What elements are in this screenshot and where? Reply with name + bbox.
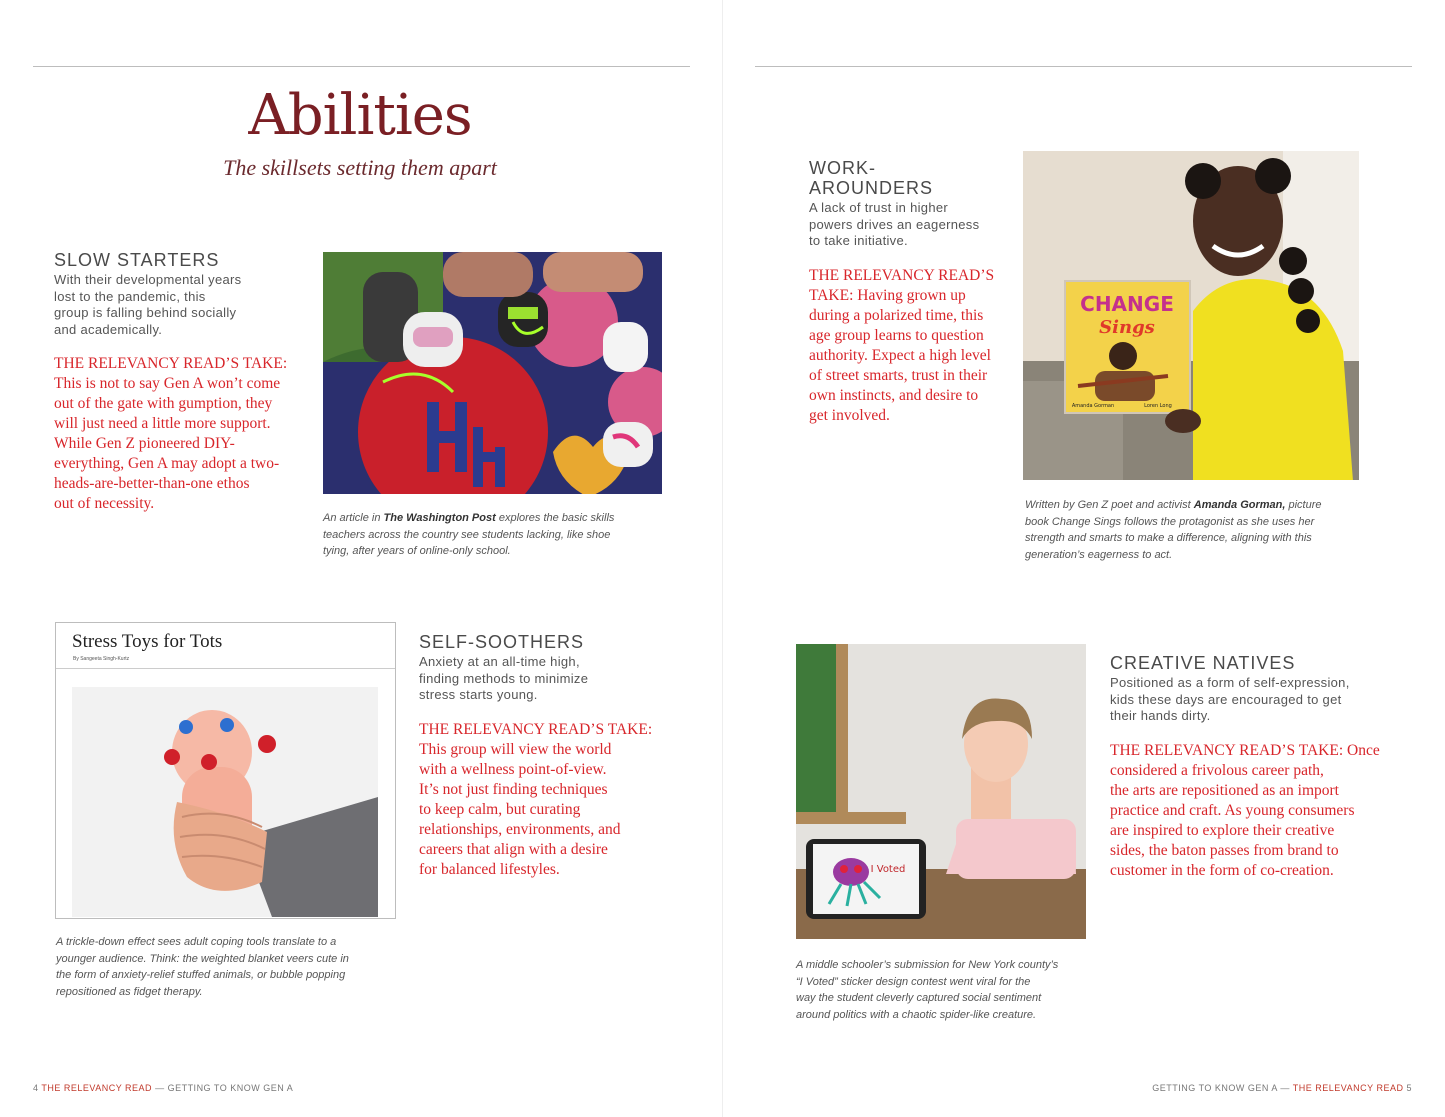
- work-arounders-caption: Written by Gen Z poet and activist Amanda Gorman, picture book Change Sings follows the protagonist as she uses her strength and smarts to make a difference, aligning with this generation’s eagerness to act.: [1025, 499, 1322, 561]
- stress-toy-photo: [72, 687, 378, 917]
- relevancy-take: THE RELEVANCY READ’S TAKE: This is not to say Gen A won’t come out of the gate with gumption, they will just need a little more support. While Gen Z pioneered DIY- everything, Gen A may adopt a two- heads-are-better-than-one ethos out of necessity.: [54, 355, 288, 512]
- book-title-2: Sings: [1099, 317, 1155, 338]
- self-soothers-caption: A trickle-down effect sees adult coping tools translate to a younger audience. Think: the weighted blanket veers cute in the form of anxiety-relief stuffed animals, or bubble popping repositioned as fidget therapy.: [56, 936, 349, 998]
- footer-brand: THE RELEVANCY READ: [41, 1083, 153, 1093]
- relevancy-take: THE RELEVANCY READ’S TAKE: Having grown up during a polarized time, this age group learns to question authority. Expect a high level of street smarts, trust in their own instincts, and desire to get involved.: [809, 266, 995, 424]
- student-with-tablet-photo: [796, 644, 1086, 939]
- shoe-tying-photo: [323, 252, 662, 494]
- stress-toys-article-screenshot: [55, 622, 396, 919]
- section-heading: WORK- AROUNDERS: [809, 158, 934, 198]
- page-title: Abilities: [248, 83, 472, 148]
- section-heading: SLOW STARTERS: [54, 250, 220, 270]
- section-slow-starters: [54, 250, 304, 514]
- page-gutter: [722, 0, 723, 1117]
- amanda-gorman-photo: [1023, 151, 1359, 480]
- creative-natives-caption: A middle schooler’s submission for New York county’s “I Voted” sticker design contest went viral for the way the student cleverly captured social sentiment around politics with a chaotic spider-like creature.: [796, 959, 1059, 1021]
- left-page-footer: [33, 1083, 293, 1093]
- relevancy-take: THE RELEVANCY READ’S TAKE: Once considered a frivolous career path, the arts are repositioned as an import practice and craft. As young consumers are inspired to explore their creative sides, the baton passes from brand to customer in the form of co-creation.: [1110, 741, 1380, 879]
- book-title-1: CHANGE: [1080, 292, 1174, 316]
- book-author-1: Amanda Gorman: [1071, 403, 1115, 409]
- slow-starters-caption: An article in The Washington Post explores the basic skills teachers across the country see students lacking, like shoe tying, after years of online-only school.: [323, 512, 615, 557]
- section-description: Positioned as a form of self-expression, kids these days are encouraged to get their hands dirty.: [1110, 675, 1350, 723]
- article-byline: By Sangeeta Singh-Kurtz: [73, 656, 130, 662]
- article-divider: [56, 668, 395, 669]
- page-subtitle: The skillsets setting them apart: [223, 155, 497, 180]
- relevancy-take: THE RELEVANCY READ’S TAKE: This group will view the world with a wellness point-of-view. It’s not just finding techniques to keep calm, but curating relationships, environments, and careers that align with a desire for balanced lifestyles.: [419, 720, 653, 878]
- section-description: With their developmental years lost to the pandemic, this group is falling behind socially and academically.: [54, 272, 242, 337]
- section-self-soothers: [419, 632, 679, 880]
- section-work-arounders: [809, 158, 1014, 426]
- section-heading: SELF-SOOTHERS: [419, 632, 585, 652]
- article-title: Stress Toys for Tots: [72, 631, 223, 652]
- page-number: 5: [1406, 1083, 1412, 1093]
- section-description: A lack of trust in higher powers drives an eagerness to take initiative.: [809, 200, 980, 248]
- right-page-footer: [1152, 1083, 1412, 1093]
- tablet-drawing-text: I Voted: [870, 864, 906, 875]
- section-description: Anxiety at an all-time high, finding methods to minimize stress starts young.: [419, 654, 589, 702]
- section-creative-natives: [1110, 653, 1400, 881]
- footer-brand: THE RELEVANCY READ: [1292, 1083, 1404, 1093]
- footer-text: — GETTING TO KNOW GEN A: [152, 1083, 294, 1093]
- footer-text: GETTING TO KNOW GEN A —: [1152, 1083, 1293, 1093]
- right-top-rule: [755, 66, 1412, 67]
- page-number: 4: [33, 1083, 39, 1093]
- book-author-2: Loren Long: [1144, 403, 1172, 409]
- section-heading: CREATIVE NATIVES: [1110, 653, 1296, 673]
- left-top-rule: [33, 66, 690, 67]
